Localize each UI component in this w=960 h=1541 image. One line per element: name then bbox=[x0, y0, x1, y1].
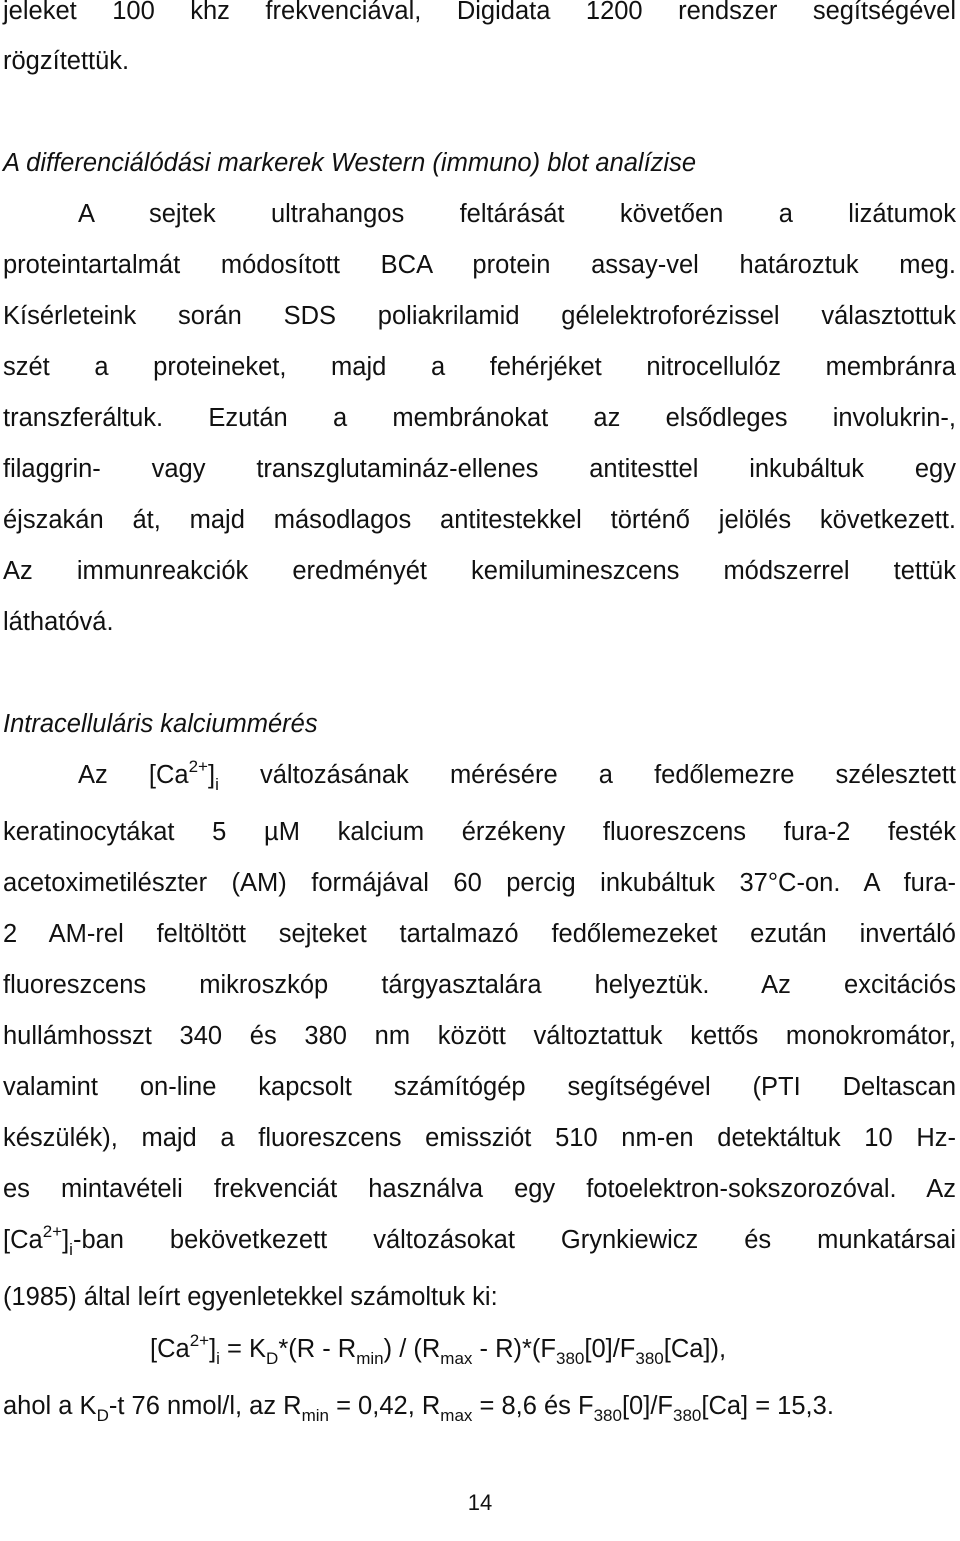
paragraph-line: es mintavételi frekvenciát használva egy fotoelektron-sokszorozóval. Az bbox=[3, 1175, 956, 1203]
section-heading: Intracelluláris kalciummérés bbox=[3, 710, 318, 738]
paragraph-line: láthatóvá. bbox=[3, 608, 114, 636]
section-heading: A differenciálódási markerek Western (immuno) blot analízise bbox=[3, 149, 697, 177]
paragraph-line: 2 AM-rel feltöltött sejteket tartalmazó fedőlemezeket ezután invertáló bbox=[3, 920, 956, 948]
paragraph-line: Az $[Ca^{2+}]_i$ változásának mérésére a fedőlemezre szélesztett bbox=[78, 757, 956, 794]
paragraph-line: proteintartalmát módosított BCA protein assay-vel határoztuk meg. bbox=[3, 251, 956, 279]
paragraph-line: $[Ca^{2+}]_i$-ban bekövetkezett változásokat Grynkiewicz és munkatársai bbox=[3, 1222, 956, 1259]
paragraph-line: keratinocytákat 5 µM kalcium érzékeny fluoreszcens fura-2 festék bbox=[3, 818, 956, 846]
paragraph-line: készülék), majd a fluoreszcens emissziót 510 nm-en detektáltuk 10 Hz- bbox=[3, 1124, 956, 1152]
paragraph-line: (1985) által leírt egyenletekkel számoltuk ki: bbox=[3, 1283, 498, 1311]
page-number: 14 bbox=[467, 1490, 493, 1515]
paragraph-line: Kísérleteink során SDS poliakrilamid gélelektroforézissel választottuk bbox=[3, 302, 956, 330]
paragraph-line: transzferáltuk. Ezután a membránokat az elsődleges involukrin-, bbox=[3, 404, 956, 432]
paragraph-line: szét a proteineket, majd a fehérjéket nitrocellulóz membránra bbox=[3, 353, 956, 381]
paragraph-line: Az immunreakciók eredményét kemilumineszcens módszerrel tettük bbox=[3, 557, 956, 585]
paragraph-line: filaggrin- vagy transzglutamináz-ellenes antitesttel inkubáltuk egy bbox=[3, 455, 956, 483]
paragraph-line: acetoximetilészter (AM) formájával 60 percig inkubáltuk 37°C-on. A fura- bbox=[3, 869, 956, 897]
equation: $[Ca^{2+}]_i = K_D*(R - R_{min}) / (R_{max} - R)*(F_{380}[0]/F_{380}[Ca])$, bbox=[150, 1331, 727, 1368]
paragraph-line: ahol a $K_D-t$ 76 nmol/l, az $R_{min} = 0,42$, $R_{max} = 8,6$ és $F_{380}[0]/F_{380}[Ca] = 15,3$. bbox=[3, 1392, 834, 1425]
paragraph-line: fluoreszcens mikroszkóp tárgyasztalára helyeztük. Az excitációs bbox=[3, 971, 956, 999]
paragraph-line: valamint on-line kapcsolt számítógép segítségével (PTI Deltascan bbox=[3, 1073, 956, 1101]
paragraph-line: A sejtek ultrahangos feltárását követően a lizátumok bbox=[78, 200, 956, 228]
paragraph-line: hullámhosszt 340 és 380 nm között változtattuk kettős monokromátor, bbox=[3, 1022, 956, 1050]
paragraph-line: éjszakán át, majd másodlagos antitestekkel történő jelölés következett. bbox=[3, 506, 956, 534]
paragraph-line: rögzítettük. bbox=[3, 47, 130, 75]
paragraph-line: jeleket 100 khz frekvenciával, Digidata 1200 rendszer segítségével bbox=[3, 0, 956, 25]
